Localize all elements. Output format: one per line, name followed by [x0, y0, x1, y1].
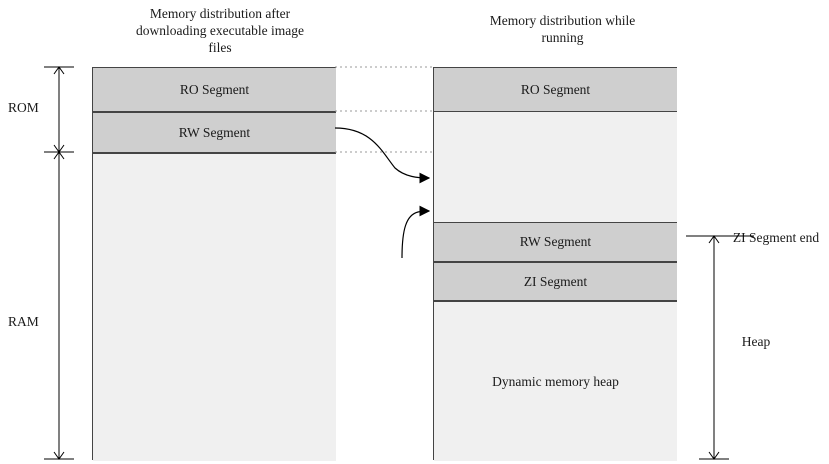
right-rw-segment-label: RW Segment: [519, 234, 592, 249]
left-diagram-title: Memory distribution after downloading executable image files: [136, 6, 304, 55]
guide-lines: [335, 67, 433, 152]
left-ro-segment-label: RO Segment: [179, 81, 250, 97]
heap-label: Heap: [741, 334, 771, 349]
right-diagram-title: Memory distribution while running: [489, 13, 636, 45]
rom-ram-measure-axis: [44, 67, 74, 459]
left-rw-segment-label: RW Segment: [178, 124, 251, 140]
rom-axis-label: ROM: [8, 100, 39, 115]
right-ro-segment-label: RO Segment: [520, 81, 591, 97]
zi-creation-arrow: [402, 211, 429, 258]
heap-measure-axis: [686, 236, 754, 459]
ram-axis-label: RAM: [8, 314, 39, 329]
right-zi-segment-label: ZI Segment: [523, 273, 588, 289]
rw-relocation-arrow: [335, 128, 429, 178]
right-heap-region-label: Dynamic memory heap: [492, 373, 619, 389]
zi-segment-end-label: ZI Segment end: [732, 230, 820, 245]
